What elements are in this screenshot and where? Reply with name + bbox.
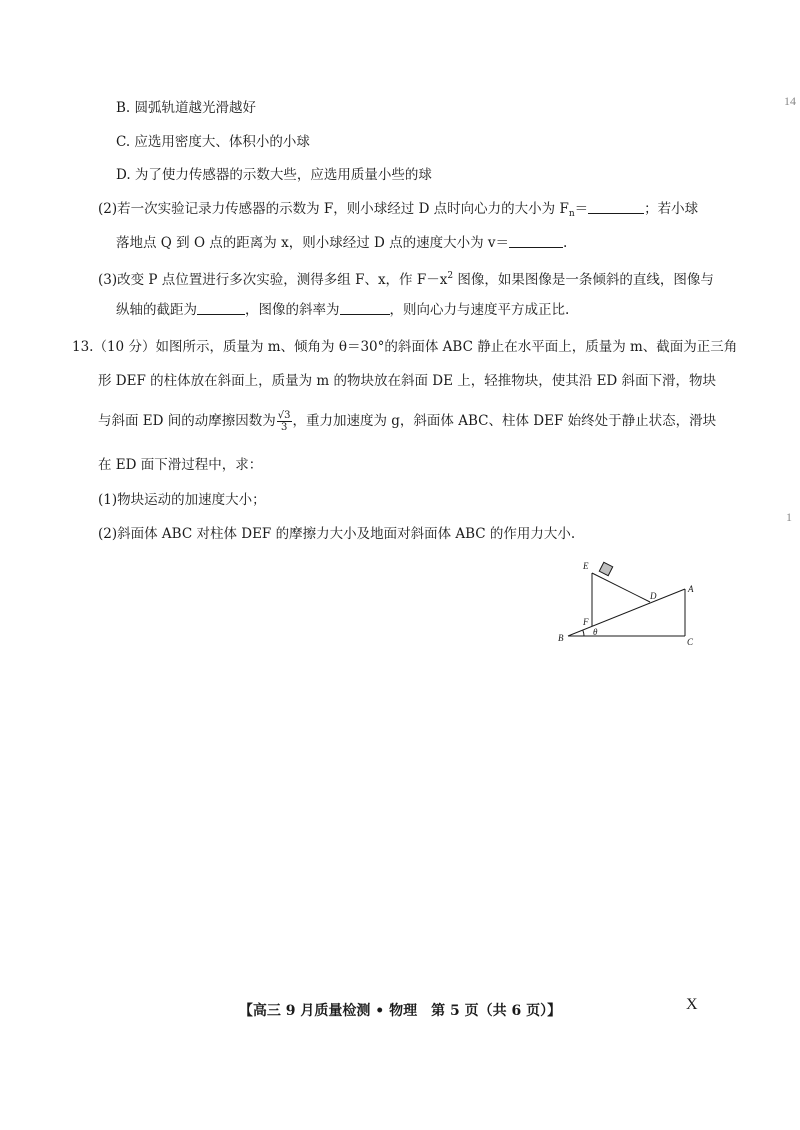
- q12-part3-tail: ，则向心力与速度平方成正比.: [389, 302, 570, 318]
- q12-part3-slope-label: ，图像的斜率为: [245, 302, 340, 318]
- q12-part2-line2: [116, 233, 567, 253]
- answer-blank-v[interactable]: [509, 235, 563, 248]
- q12-part3-line1: [98, 266, 714, 290]
- label-b: B: [558, 633, 564, 643]
- q12-option-c: C. 应选用密度大、体积小的小球: [116, 134, 310, 150]
- label-d: D: [650, 591, 657, 601]
- q12-part3-text-b: 图像，如果图像是一条倾斜的直线，图像与: [453, 272, 714, 288]
- page-footer: 【高三 9 月质量检测 • 物理 第 5 页（共 6 页）】: [238, 1003, 562, 1019]
- q13-line4: 在 ED 面下滑过程中，求：: [98, 457, 263, 473]
- margin-mark-mid: 1: [786, 510, 792, 524]
- corner-mark: X: [686, 996, 698, 1013]
- edge-ed: [592, 573, 650, 602]
- q13-subquestion-1: (1)物块运动的加速度大小；: [98, 492, 266, 508]
- q12-part2-equals: ＝: [574, 201, 589, 217]
- fraction-denominator: 3: [280, 422, 288, 433]
- block: [599, 562, 612, 575]
- q13-line3: [98, 410, 716, 433]
- q13-line1: 13.（10 分）如图所示，质量为 m、倾角为 θ＝30°的斜面体 ABC 静止在水平面上，质量为 m、截面为正三角: [72, 339, 738, 355]
- label-a: A: [688, 584, 694, 594]
- q12-part2-line1: [98, 199, 698, 224]
- q12-part2-text: (2)若一次实验记录力传感器的示数为 F，则小球经过 D 点时向心力的大小为 F: [98, 201, 569, 217]
- answer-blank-intercept[interactable]: [197, 302, 245, 315]
- q12-part3-intercept-label: 纵轴的截距为: [116, 302, 197, 318]
- q12-part3-text-a: (3)改变 P 点位置进行多次实验，测得多组 F、x，作 F－x: [98, 272, 448, 288]
- q12-part3-superscript: 2: [447, 271, 454, 281]
- label-theta: θ: [593, 627, 598, 637]
- edge-ab: [568, 589, 685, 636]
- friction-coefficient-fraction: [277, 410, 292, 433]
- label-e: E: [583, 561, 589, 571]
- answer-blank-fn[interactable]: [588, 201, 644, 214]
- q13-line3-text-b: ，重力加速度为 g，斜面体 ABC、柱体 DEF 始终处于静止状态，滑块: [292, 413, 717, 429]
- margin-mark-top: 14: [784, 94, 796, 108]
- theta-arc: [583, 630, 584, 636]
- q12-part2-line2-text: 落地点 Q 到 O 点的距离为 x，则小球经过 D 点的速度大小为 v＝: [116, 235, 510, 251]
- q12-part3-line2: [116, 300, 569, 320]
- q12-part2-subscript: n: [568, 209, 575, 219]
- fraction-numerator: √3: [277, 410, 291, 421]
- incline-figure: [550, 555, 710, 650]
- q13-subquestion-2: (2)斜面体 ABC 对柱体 DEF 的摩擦力大小及地面对斜面体 ABC 的作用力大小.: [98, 526, 576, 542]
- label-f: F: [583, 617, 589, 627]
- label-c: C: [687, 637, 694, 647]
- q12-part2-tail: ；若小球: [644, 201, 699, 217]
- q13-line2: 形 DEF 的柱体放在斜面上，质量为 m 的物块放在斜面 DE 上，轻推物块，使其沿 ED 斜面下滑，物块: [98, 373, 717, 389]
- q12-option-b: B. 圆弧轨道越光滑越好: [116, 100, 257, 116]
- q13-line3-text-a: 与斜面 ED 间的动摩擦因数为: [98, 413, 276, 429]
- q12-option-d: D. 为了使力传感器的示数大些，应选用质量小些的球: [116, 167, 432, 183]
- q12-part2-line2-period: .: [563, 235, 568, 251]
- answer-blank-slope[interactable]: [340, 302, 390, 315]
